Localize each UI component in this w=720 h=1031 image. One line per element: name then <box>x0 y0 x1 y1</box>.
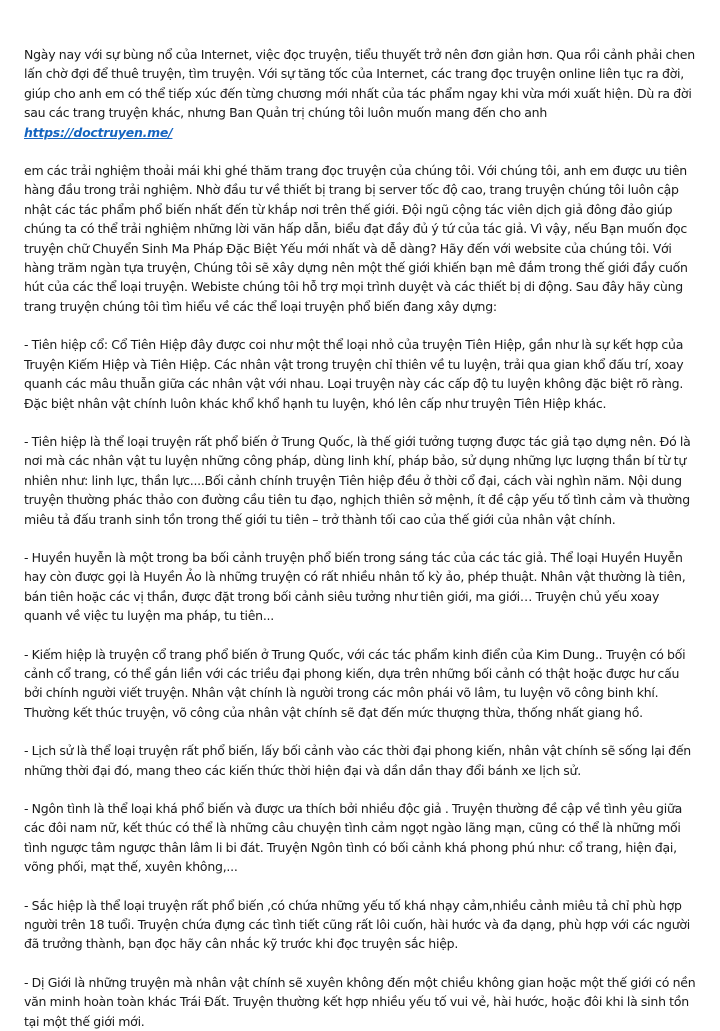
genre-huyen-huyen: - Huyền huyễn là một trong ba bối cảnh truyện phổ biến trong sáng tác của các tác giả. Thể loại Huyền Huyễn hay còn được gọi là Huyền Ảo là những truyện có rất nhiều nhân tố kỳ ảo, phép thuật. Nhân vật thường là tiên, bán tiên hoặc các vị thần, được đặt trong bối cảnh siêu tưởng như tiên giới, ma giới… Truyện chủ yếu xoay quanh về việc tu luyện ma pháp, tu tiên... <box>24 549 686 624</box>
experience-paragraph: em các trải nghiệm thoải mái khi ghé thăm trang đọc truyện của chúng tôi. Với chúng tôi, anh em được ưu tiên hàng đầu trong trải nghiệm. Nhờ đầu tư về thiết bị trang bị server tốc độ cao, trang truyện chúng tôi luôn cập nhật các tác phẩm phổ biến nhất đến từ khắp nơi trên thế giới. Đội ngũ cộng tác viên dịch giả đông đảo giúp chúng ta có thể trải nghiệm những lời văn hấp dẫn, biểu đạt đầy đủ ý tứ của tác giả. Vì vậy, nếu Bạn muốn đọc truyện chữ Chuyển Sinh Ma Pháp Đặc Biệt Yếu mới nhất và dễ dàng? Hãy đến với website của chúng tôi. Với hàng trăm ngàn tựa truyện, Chúng tôi sẽ xây dựng nên một thế giới khiến bạn mê đắm trong thế giới đầy cuốn hút của các thể loại truyện. Webiste chúng tôi hỗ trợ mọi trình duyệt và các thiết bị di động. Sau đây hãy cùng trang truyện chúng tôi tìm hiểu về các thể loại truyện phổ biến đang xây dựng: <box>24 163 688 314</box>
genre-lich-su: - Lịch sử là thể loại truyện rất phổ biến, lấy bối cảnh vào các thời đại phong kiến, nhân vật chính sẽ sống lại đến những thời đại đó, mang theo các kiến thức thời hiện đại và dần dần thay đổi bánh xe lịch sử. <box>24 743 691 778</box>
intro-paragraph <box>24 45 696 142</box>
genre-kiem-hiep: - Kiếm hiệp là truyện cổ trang phổ biến ở Trung Quốc, với các tác phẩm kinh điển của Kim Dung.. Truyện có bối cảnh cổ trang, có thể gắn liền với các triều đại phong kiến, dựa trên những bối cảnh có thật hoặc được hư cấu bởi chính người viết truyện. Nhân vật chính là người trong các môn phái võ lâm, tu luyện võ công binh khí. Thường kết thúc truyện, võ công của nhân vật chính sẽ đạt đến mức thượng thừa, thống nhất giang hồ. <box>24 646 686 720</box>
genre-sac-hiep: - Sắc hiệp là thể loại truyện rất phổ biến ,có chứa những yếu tố khá nhạy cảm,nhiều cảnh miêu tả chỉ phù hợp người trên 18 tuổi. Truyện chứa đựng các tình tiết cũng rất lôi cuốn, hài hước và đa dạng, phù hợp với các người đã trưởng thành, bạn đọc hãy cân nhắc kỹ trước khi đọc truyện sắc hiệp. <box>24 897 691 952</box>
doctruyen-link[interactable]: https://doctruyen.me/ <box>24 124 173 140</box>
genre-tien-hiep: - Tiên hiệp là thể loại truyện rất phổ biến ở Trung Quốc, là thế giới tưởng tượng được tác giả tạo dựng nên. Đó là nơi mà các nhân vật tu luyện những công pháp, dùng linh khí, pháp bảo, sử dụng những lực lượng thần bí từ tự nhiên như: linh lực, thần lực....Bối cảnh chính truyện Tiên hiệp đều ở thời cổ đại, cách vài nghìn năm. Nội dung truyện thường phác thảo con đường cầu tiên tu đạo, nghịch thiên sở mệnh, ít đề cập yếu tố tình cảm và thường miêu tả đấu tranh sinh tồn trong thế giới tu tiên – trở thành tối cao của thế giới của nhân vật chính. <box>24 433 691 527</box>
genre-co-tien-hiep: - Tiên hiệp cổ: Cổ Tiên Hiệp đây được coi như một thể loại nhỏ của truyện Tiên Hiệp, gần như là sự kết hợp của Truyện Kiếm Hiệp và Tiên Hiệp. Các nhân vật trong truyện chỉ thiên về tu luyện, trải qua gian khổ đấu trí, xoay quanh các mâu thuẫn giữa các nhân vật với nhau. Loại truyện này các cấp độ tu luyện không đặc biệt rõ ràng. Đặc biệt nhân vật chính luôn khác khổ khổ hạnh tu luyện, khó lên cấp như truyện Tiên Hiệp khác. <box>24 337 684 411</box>
intro-text: Ngày nay với sự bùng nổ của Internet, việc đọc truyện, tiểu thuyết trở nên đơn giản hơn. Qua rồi cảnh phải chen lấn chờ đợi để thuê truyện, tìm truyện. Với sự tăng tốc của Internet, các trang đọc truyện online liên tục ra đời, giúp cho anh em có thể tiếp xúc đến từng chương mới nhất của tác phẩm ngay khi vừa mới xuất hiện. Dù ra đời sau các trang truyện khác, nhưng Ban Quản trị chúng tôi luôn muốn mang đến cho anh <box>24 47 695 121</box>
genre-di-gioi: - Dị Giới là những truyện mà nhân vật chính sẽ xuyên không đến một chiều không gian hoặc một thế giới có nền văn minh hoàn toàn khác Trái Đất. Truyện thường kết hợp nhiều yếu tố vui vẻ, hài hước, hoặc đôi khi là sinh tồn tại một thế giới mới. <box>24 974 696 1029</box>
genre-ngon-tinh: - Ngôn tình là thể loại khá phổ biến và được ưa thích bởi nhiều độc giả . Truyện thường đề cập về tình yêu giữa các đôi nam nữ, kết thúc có thể là những câu chuyện tình cảm ngọt ngào lãng mạn, cũng có thể là những mối tình ngược tâm ngược thân lâm li bi đát. Truyện Ngôn tình có bối cảnh khá phong phú như: cổ trang, hiện đại, võng phối, mạt thế, xuyên không,... <box>24 801 683 875</box>
